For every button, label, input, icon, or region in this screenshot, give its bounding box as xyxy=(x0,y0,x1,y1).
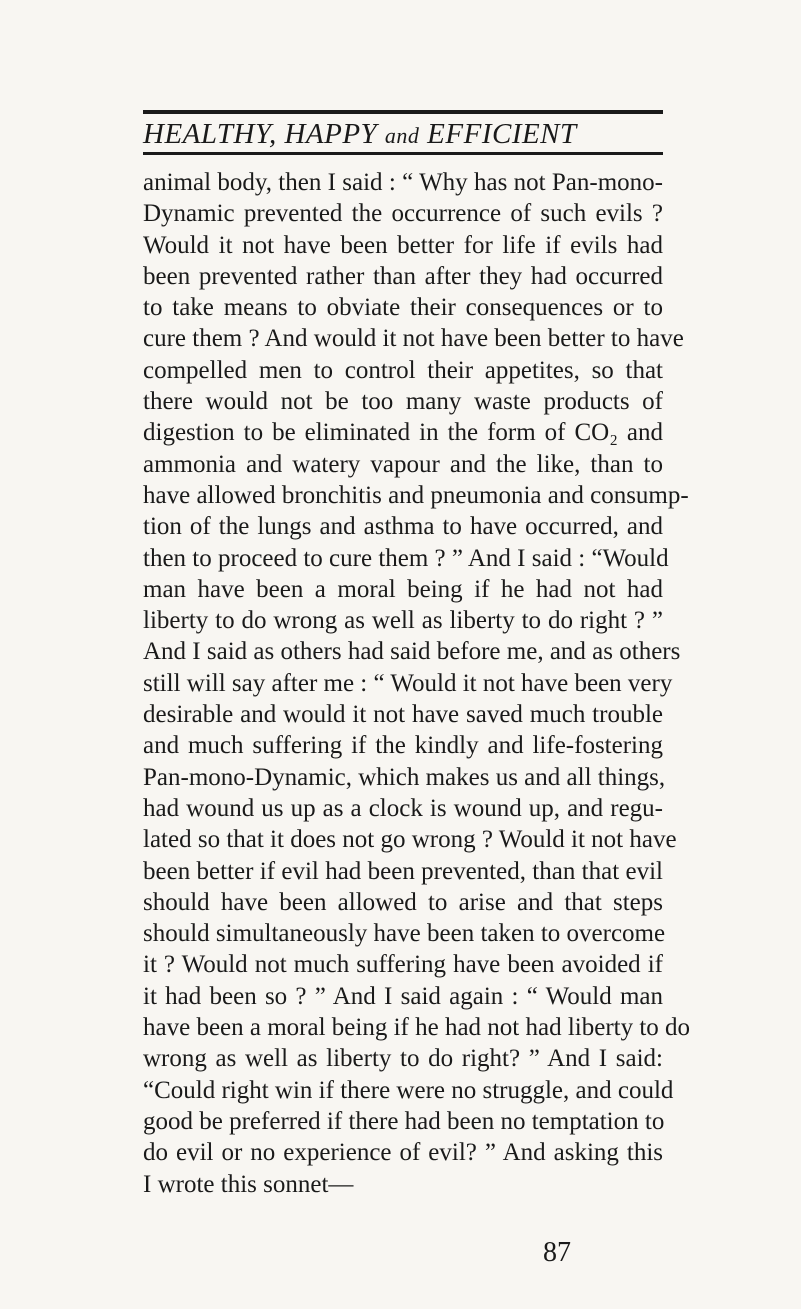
text-line: then to proceed to cure them ? ” And I said : “Would xyxy=(143,544,669,572)
page-number: 87 xyxy=(543,1237,571,1268)
text-line: liberty to do wrong as well as liberty to do right ? ” xyxy=(143,607,663,635)
text-line: do evil or no experience of evil? ” And asking this xyxy=(143,1139,663,1167)
running-head xyxy=(143,117,577,153)
text-line: have been a moral being if he had not had liberty to do xyxy=(143,1014,691,1042)
text-line: had wound us up as a clock is wound up, and regu- xyxy=(143,794,663,822)
text-line: cure them ? And would it not have been better to have xyxy=(143,325,684,353)
text-line: Pan-mono-Dynamic, which makes us and all things, xyxy=(143,763,666,791)
text-line: wrong as well as liberty to do right? ” And I said: xyxy=(143,1045,663,1073)
text-line: it had been so ? ” And I said again : “ Would man xyxy=(143,982,663,1010)
text-line: have allowed bronchitis and pneumonia and consump- xyxy=(143,481,689,509)
text-line: still will say after me : “ Would it not have been very xyxy=(143,669,673,697)
text-line: ammonia and watery vapour and the like, than to xyxy=(143,450,663,478)
text-line: Would it not have been better for life if evils had xyxy=(143,231,663,259)
text-line: desirable and would it not have saved much trouble xyxy=(143,701,663,729)
running-head-part-3: EFFICIENT xyxy=(419,118,577,150)
text-line: lated so that it does not go wrong ? Would it not have xyxy=(143,826,677,854)
text-line: should simultaneously have been taken to overcome xyxy=(143,920,666,948)
text-line: “Could right win if there were no struggle, and could xyxy=(143,1076,674,1104)
text-line: to take means to obviate their consequences or to xyxy=(143,294,663,322)
running-head-part-1: HEALTHY, HAPPY xyxy=(143,118,385,150)
text-line: good be preferred if there had been no temptation to xyxy=(143,1107,665,1135)
text-line: tion of the lungs and asthma to have occurred, and xyxy=(143,513,663,541)
text-line: been prevented rather than after they had occurred xyxy=(143,262,663,290)
text-line: and much suffering if the kindly and life-fostering xyxy=(143,732,663,760)
text-line: animal body, then I said : “ Why has not Pan-mono- xyxy=(143,169,663,196)
text-line: And I said as others had said before me, and as others xyxy=(143,638,681,666)
running-head-and: and xyxy=(384,123,420,148)
header-rule-bottom xyxy=(143,152,663,155)
header-rule-top xyxy=(143,110,663,114)
text-line: I wrote this sonnet— xyxy=(143,1170,354,1198)
text-line: should have been allowed to arise and that steps xyxy=(143,888,663,916)
text-line: there would not be too many waste products of xyxy=(143,388,663,416)
text-line: it ? Would not much suffering have been avoided if xyxy=(143,951,663,979)
text-line: digestion to be eliminated in the form of CO₂ and xyxy=(143,419,663,447)
text-line: compelled men to control their appetites, so that xyxy=(143,356,663,384)
text-line: man have been a moral being if he had not had xyxy=(143,575,663,603)
text-line: been better if evil had been prevented, than that evil xyxy=(143,857,663,885)
text-line: Dynamic prevented the occurrence of such evils ? xyxy=(143,200,663,228)
body-paragraph xyxy=(143,167,691,1200)
